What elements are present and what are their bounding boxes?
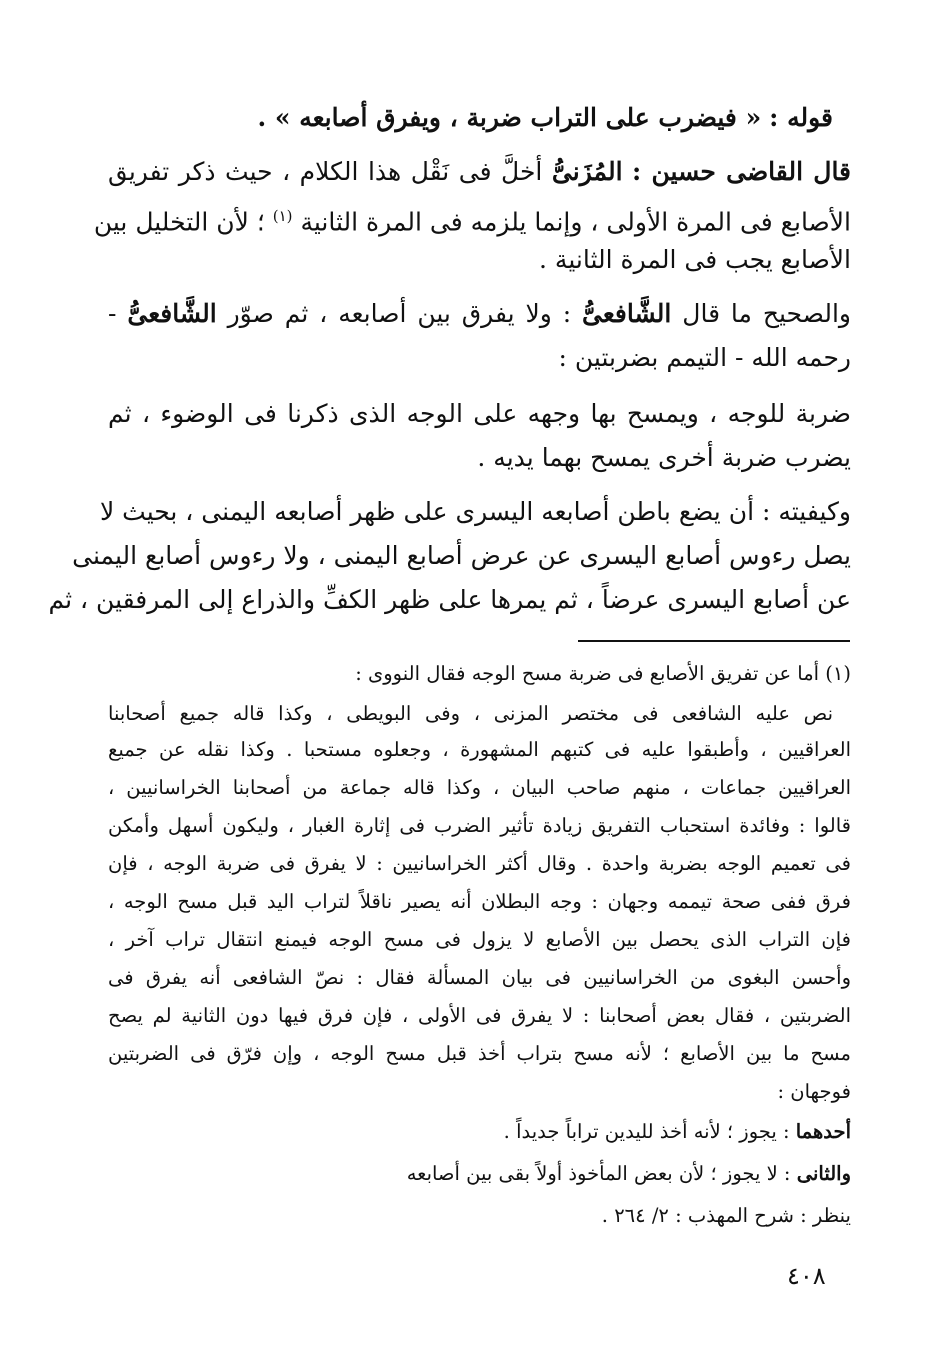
text-span: والصحيح ما قال [682,299,851,328]
text-span: الأصابع فى المرة الأولى ، وإنما يلزمه فى المرة الثانية [300,207,851,237]
footnote-line-3 [108,734,851,766]
footnote-line-13 [504,1116,851,1148]
footnote-text: فإن التراب الذى يحصل بين الأصابع لا يزول فى مسح الوجه فيمنع انتقال تراب آخر ، [108,928,852,951]
footnote-reference: ينظر : شرح المهذب : ٢/ ٢٦٤ . [601,1204,851,1227]
main-line-11 [48,578,851,622]
dash: - [108,299,117,328]
text-span: رحمه الله - التيمم بضربتين : [558,343,851,372]
main-line-3 [93,194,851,244]
footnote-text: (١) أما عن تفريق الأصابع فى ضربة مسح الوجه فقال النووى : [355,662,851,685]
footnote-text: العراقيين جماعات ، منهم صاحب البيان ، وكذا قاله جماعة من أصحابنا الخراسانيين ، [108,776,851,799]
name-shafii: الشَّافعىُّ [582,299,672,328]
footnote-text: الضربتين ، فقال بعض أصحابنا : لا يفرق فى الأولى ، فإن فرق فيها دون الثانية لم يصح [108,1004,851,1027]
footnote-line-12 [778,1076,851,1108]
text-span: ضربة للوجه ، ويمسح بها وجهه على الوجه الذى ذكرنا فى الوضوء ، ثم [108,399,851,428]
commentary-lead: قوله : [769,103,833,132]
footnote-text: فوجهان : [777,1080,851,1103]
quoted-text: « فيضرب على التراب ضربة ، ويفرق أصابعه » . [257,103,762,132]
text-span: الأصابع يجب فى المرة الثانية . [539,245,851,274]
footnote-text: فى تعميم الوجه بضربة واحدة . وقال أكثر الخراسانيين : لا يفرق فى ضربة الوجه ، فإن [108,852,851,875]
footnote-option-label: أحدهما [795,1120,851,1143]
footnote-line-8 [108,924,851,956]
main-line-1 [257,96,833,140]
footnote-line-6 [108,848,851,880]
footnote-text: فرق ففى صحة تيممه وجهان : وجه البطلان أنه يصير ناقلاً لتراب اليد قبل مسح الوجه ، [108,890,851,913]
main-line-8 [477,436,851,480]
text-span: عن أصابع اليسرى عرضاً ، ثم يمرها على ظهر الكفِّ والذراع إلى المرفقين ، ثم [48,585,851,614]
footnote-line-2 [108,698,833,730]
footnote-line-7 [108,886,851,918]
text-span: وكيفيته : أن يضع باطن أصابعه اليسرى على ظهر أصابعه اليمنى ، بحيث لا [99,497,851,526]
text-span: : ولا يفرق بين أصابعه ، ثم صوّر [227,299,572,328]
footnote-line-5 [108,810,851,842]
name-muzani: المُزَنىُّ [551,157,623,186]
footnote-line-11 [108,1038,851,1070]
text-span: يضرب ضربة أخرى يمسح بهما يديه . [477,443,851,472]
page-number: ٤٠٨ [787,1262,826,1290]
main-line-4 [539,238,851,282]
speaker-name: قال القاضى حسين : [632,157,852,186]
footnote-line-1 [355,658,851,690]
footnote-ref[interactable]: (١) [272,207,293,225]
footnote-line-14 [407,1158,851,1190]
text-span: ؛ لأن التخليل بين [93,207,265,237]
footnote-separator [578,640,850,642]
main-line-10 [72,534,851,578]
text-span: يصل رءوس أصابع اليسرى عن عرض أصابع اليمنى ، ولا رءوس أصابع اليمنى [72,541,851,570]
footnote-text: نص عليه الشافعى فى مختصر المزنى ، وفى البويطى ، وكذا قاله جميع أصحابنا [108,702,833,725]
footnote-text: : لا يجوز ؛ لأن بعض المأخوذ أولاً بقى بين أصابعه [406,1162,791,1185]
name-shafii-2: الشَّافعىُّ [127,299,217,328]
footnote-text: : يجوز ؛ لأنه أخذ لليدين تراباً جديداً . [503,1120,790,1143]
footnote-text: وأحسن البغوى من الخراسانيين فى بيان المسألة فقال : نصّ الشافعى أنه يفرق فى [108,966,851,989]
main-line-5 [108,292,851,336]
footnote-text: مسح ما بين الأصابع ؛ لأنه مسح بتراب أخذ قبل مسح الوجه ، وإن فرّق فى الضربتين [108,1042,851,1065]
footnote-text: قالوا : وفائدة استحباب التفريق زيادة تأثير الضرب فى إثارة الغبار ، وليكون أسهل وأمكن [108,814,851,837]
footnote-line-4 [108,772,851,804]
main-line-2 [108,150,851,194]
text-span: أخلَّ فى نَقْل هذا الكلام ، حيث ذكر تفريق [108,157,543,186]
main-line-6 [559,336,851,380]
footnote-line-10 [108,1000,851,1032]
footnote-text: العراقيين ، وأطبقوا عليه فى كتبهم المشهورة ، وجعلوه مستحبا . وكذا نقله عن جميع [108,738,851,761]
main-line-7 [108,392,851,436]
main-line-9 [99,490,851,534]
footnote-line-9 [108,962,851,994]
footnote-option-label: والثانى [796,1162,851,1185]
footnote-line-15 [602,1200,851,1232]
